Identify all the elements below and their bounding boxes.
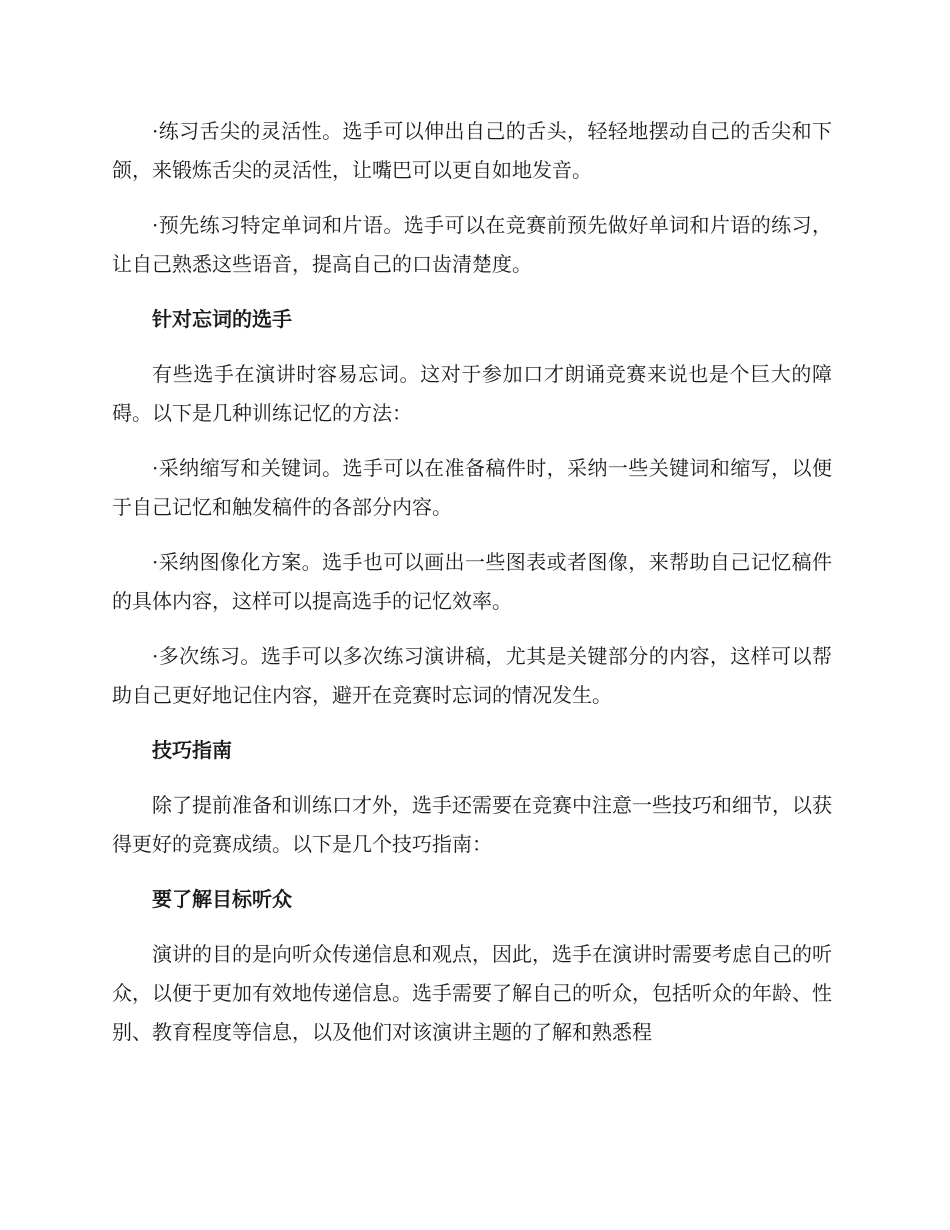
bullet-repeated-practice: ·多次练习。选手可以多次练习演讲稿，尤其是关键部分的内容，这样可以帮助自己更好地记住内容，避开在竞赛时忘词的情况发生。 (112, 644, 832, 707)
paragraph-forgetting-intro: 有些选手在演讲时容易忘词。这对于参加口才朗诵竞赛来说也是个巨大的障碍。以下是几种训练记忆的方法： (112, 362, 832, 425)
paragraph-tips-intro: 除了提前准备和训练口才外，选手还需要在竞赛中注意一些技巧和细节，以获得更好的竞赛成绩。以下是几个技巧指南： (112, 793, 832, 856)
bullet-tongue-flexibility: ·练习舌尖的灵活性。选手可以伸出自己的舌头，轻轻地摆动自己的舌尖和下颌，来锻炼舌尖的灵活性，让嘴巴可以更自如地发音。 (112, 119, 832, 182)
paragraph-audience: 演讲的目的是向听众传递信息和观点，因此，选手在演讲时需要考虑自己的听众，以便于更加有效地传递信息。选手需要了解自己的听众，包括听众的年龄、性别、教育程度等信息，以及他们对该演讲主题的了解和熟悉程 (112, 942, 832, 1044)
document-body (112, 112, 832, 1068)
section-heading-audience: 要了解目标听众 (152, 887, 292, 911)
bullet-practice-words: ·预先练习特定单词和片语。选手可以在竞赛前预先做好单词和片语的练习，让自己熟悉这些语音，提高自己的口齿清楚度。 (112, 213, 832, 276)
section-heading-tips: 技巧指南 (152, 738, 232, 762)
bullet-keywords: ·采纳缩写和关键词。选手可以在准备稿件时，采纳一些关键词和缩写，以便于自己记忆和触发稿件的各部分内容。 (112, 456, 832, 519)
bullet-visualization: ·采纳图像化方案。选手也可以画出一些图表或者图像，来帮助自己记忆稿件的具体内容，这样可以提高选手的记忆效率。 (112, 550, 832, 613)
section-heading-forgetting: 针对忘词的选手 (152, 307, 292, 331)
